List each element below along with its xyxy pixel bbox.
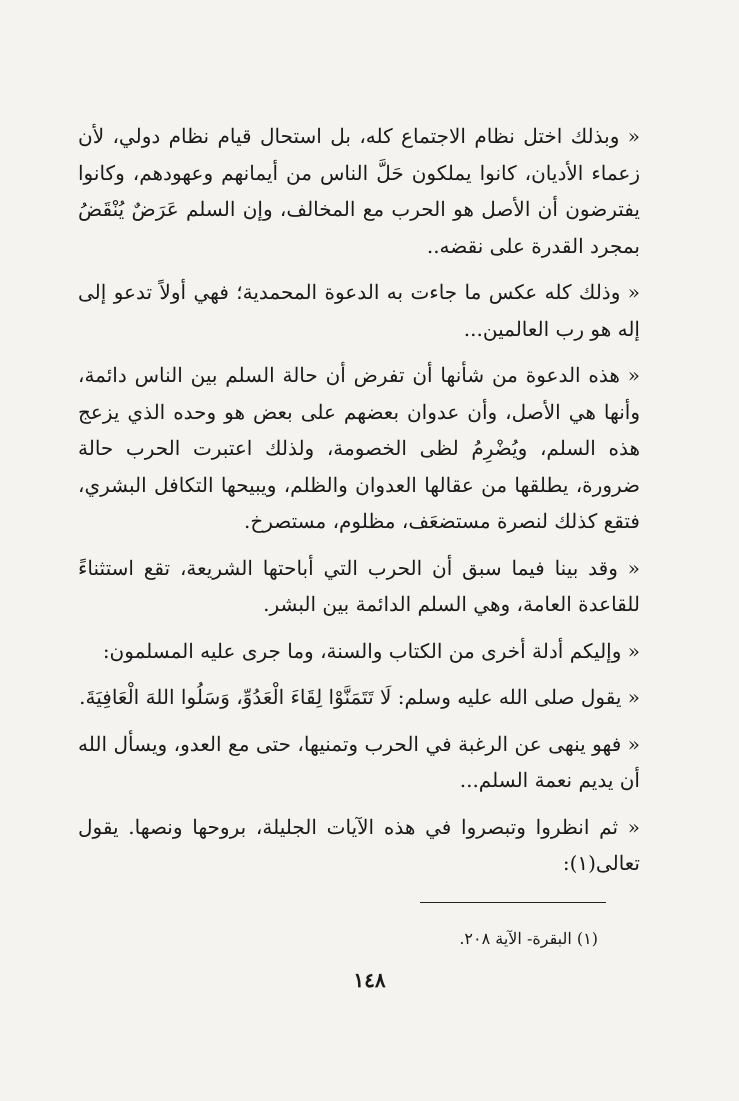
paragraph-1: « وبذلك اختل نظام الاجتماع كله، بل استحال قيام نظام دولي، لأن زعماء الأديان، كانوا يملكون حَلَّ الناس من أيمانهم وعهودهم، وكانوا يفترضون أن الأصل هو الحرب مع المخالف، وإن السلم عَرَضٌ يُنْقَضُ بمجرد القدرة على نقضه.. [78, 124, 641, 258]
paragraph-4: « وقد بينا فيما سبق أن الحرب التي أباحتها الشريعة، تقع استثناءً للقاعدة العامة، وهي السلم الدائمة بين البشر. [78, 555, 640, 616]
body-text [78, 118, 640, 892]
page-number: ١٤٨ [353, 968, 386, 992]
paragraph-6: « يقول صلى الله عليه وسلم: لَا تَتَمَنَّوْا لِقَاءَ الْعَدُوِّ، وَسَلُوا اللهَ الْعَافِيَةَ. [79, 685, 640, 709]
footnote: (١) البقرة- الآية ٢٠٨. [459, 929, 598, 948]
paragraph-8: « ثم انظروا وتبصروا في هذه الآيات الجليلة، بروحها ونصها. يقول تعالى(١): [78, 814, 640, 875]
paragraph-5: « وإليكم أدلة أخرى من الكتاب والسنة، وما جرى عليه المسلمون: [102, 638, 640, 663]
footnote-divider [420, 902, 606, 903]
paragraph-7: « فهو ينهى عن الرغبة في الحرب وتمنيها، حتى مع العدو، ويسأل الله أن يديم نعمة السلم... [78, 731, 640, 792]
paragraph-2: « وذلك كله عكس ما جاءت به الدعوة المحمدية؛ فهي أولاً تدعو إلى إله هو رب العالمين... [78, 280, 640, 341]
paragraph-3: « هذه الدعوة من شأنها أن تفرض أن حالة السلم بين الناس دائمة، وأنها هي الأصل، وأن عدوان بعضهم على بعض هو وحده الذي يزعج هذه السلم، ويُضْرِمُ لظى الخصومة، ولذلك اعتبرت الحرب حالة ضرورة، يطلقها من عقالها العدوان والظلم، ويبيحها التكافل البشري، فتقع كذلك لنصرة مستضعَف، مظلوم، مستصرخ. [78, 363, 640, 533]
